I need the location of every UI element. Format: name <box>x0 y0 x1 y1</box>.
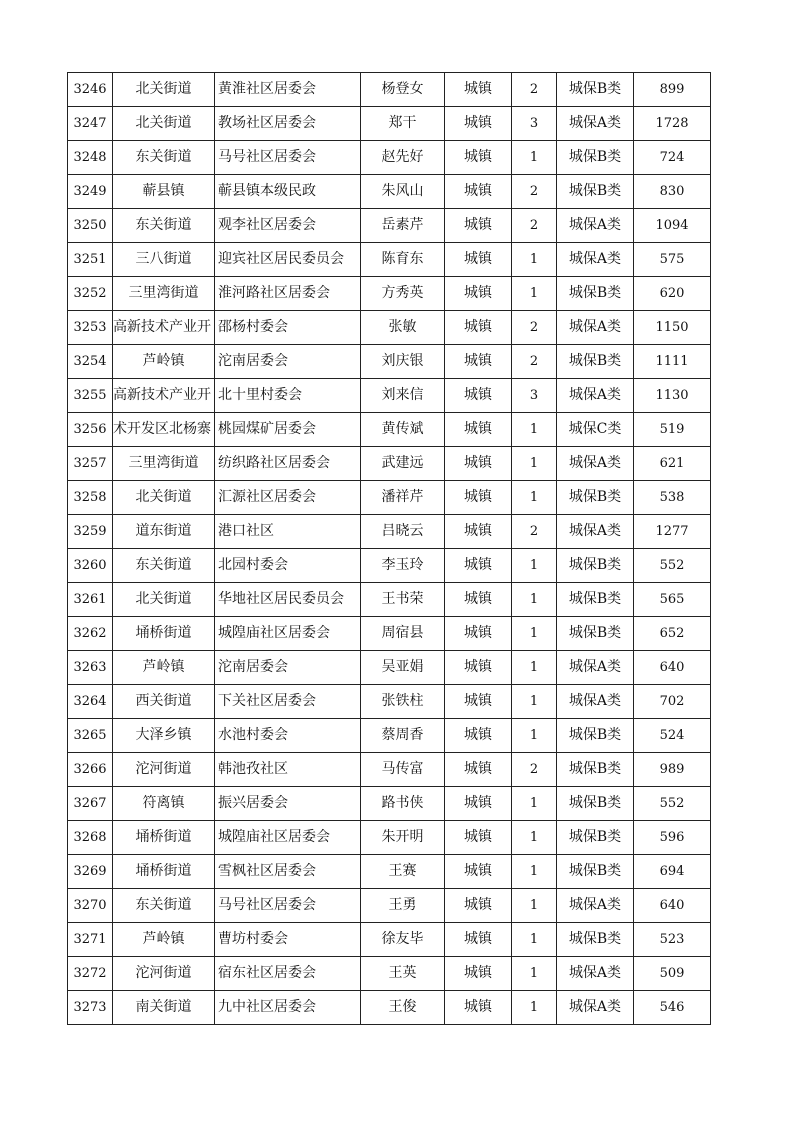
community-cell: 黄淮社区居委会 <box>215 73 361 107</box>
amount-cell: 640 <box>634 889 711 923</box>
district-cell: 埇桥街道 <box>113 617 215 651</box>
category-cell: 城保B类 <box>557 277 634 311</box>
area-type-cell: 城镇 <box>445 787 512 821</box>
name-cell: 朱开明 <box>361 821 445 855</box>
amount-cell: 899 <box>634 73 711 107</box>
household-size-cell: 1 <box>512 617 557 651</box>
household-size-cell: 1 <box>512 855 557 889</box>
name-cell: 王勇 <box>361 889 445 923</box>
category-cell: 城保A类 <box>557 515 634 549</box>
area-type-cell: 城镇 <box>445 753 512 787</box>
district-cell: 道东街道 <box>113 515 215 549</box>
amount-cell: 523 <box>634 923 711 957</box>
table-row <box>68 277 711 311</box>
household-size-cell: 1 <box>512 651 557 685</box>
household-size-cell: 1 <box>512 243 557 277</box>
district-cell: 大泽乡镇 <box>113 719 215 753</box>
area-type-cell: 城镇 <box>445 447 512 481</box>
district-cell: 三八街道 <box>113 243 215 277</box>
table-row <box>68 855 711 889</box>
name-cell: 黄传斌 <box>361 413 445 447</box>
name-cell: 李玉玲 <box>361 549 445 583</box>
table-row <box>68 345 711 379</box>
table-row <box>68 821 711 855</box>
table-row <box>68 481 711 515</box>
name-cell: 王英 <box>361 957 445 991</box>
area-type-cell: 城镇 <box>445 175 512 209</box>
household-size-cell: 1 <box>512 957 557 991</box>
area-type-cell: 城镇 <box>445 481 512 515</box>
table-row <box>68 787 711 821</box>
amount-cell: 621 <box>634 447 711 481</box>
serial-number-cell: 3259 <box>68 515 113 549</box>
amount-cell: 509 <box>634 957 711 991</box>
table-row <box>68 515 711 549</box>
district-cell: 符离镇 <box>113 787 215 821</box>
amount-cell: 1094 <box>634 209 711 243</box>
district-cell: 北关街道 <box>113 73 215 107</box>
area-type-cell: 城镇 <box>445 583 512 617</box>
table-row <box>68 685 711 719</box>
area-type-cell: 城镇 <box>445 719 512 753</box>
serial-number-cell: 3251 <box>68 243 113 277</box>
name-cell: 杨登女 <box>361 73 445 107</box>
table-row <box>68 73 711 107</box>
household-size-cell: 1 <box>512 481 557 515</box>
serial-number-cell: 3261 <box>68 583 113 617</box>
category-cell: 城保B类 <box>557 753 634 787</box>
district-cell: 芦岭镇 <box>113 651 215 685</box>
table-row <box>68 447 711 481</box>
community-cell: 观李社区居委会 <box>215 209 361 243</box>
serial-number-cell: 3247 <box>68 107 113 141</box>
serial-number-cell: 3269 <box>68 855 113 889</box>
community-cell: 水池村委会 <box>215 719 361 753</box>
amount-cell: 702 <box>634 685 711 719</box>
household-size-cell: 1 <box>512 923 557 957</box>
amount-cell: 552 <box>634 549 711 583</box>
district-cell: 北关街道 <box>113 481 215 515</box>
serial-number-cell: 3255 <box>68 379 113 413</box>
district-cell: 东关街道 <box>113 889 215 923</box>
category-cell: 城保B类 <box>557 719 634 753</box>
serial-number-cell: 3266 <box>68 753 113 787</box>
serial-number-cell: 3257 <box>68 447 113 481</box>
category-cell: 城保B类 <box>557 345 634 379</box>
category-cell: 城保A类 <box>557 379 634 413</box>
amount-cell: 596 <box>634 821 711 855</box>
category-cell: 城保A类 <box>557 107 634 141</box>
table-row <box>68 379 711 413</box>
table-row <box>68 957 711 991</box>
area-type-cell: 城镇 <box>445 515 512 549</box>
amount-cell: 1111 <box>634 345 711 379</box>
community-cell: 纺织路社区居委会 <box>215 447 361 481</box>
area-type-cell: 城镇 <box>445 345 512 379</box>
serial-number-cell: 3268 <box>68 821 113 855</box>
area-type-cell: 城镇 <box>445 141 512 175</box>
name-cell: 吕晓云 <box>361 515 445 549</box>
serial-number-cell: 3246 <box>68 73 113 107</box>
community-cell: 马号社区居委会 <box>215 141 361 175</box>
category-cell: 城保B类 <box>557 617 634 651</box>
amount-cell: 524 <box>634 719 711 753</box>
table-row <box>68 617 711 651</box>
name-cell: 潘祥芹 <box>361 481 445 515</box>
category-cell: 城保A类 <box>557 957 634 991</box>
category-cell: 城保B类 <box>557 175 634 209</box>
area-type-cell: 城镇 <box>445 107 512 141</box>
community-cell: 华地社区居民委员会 <box>215 583 361 617</box>
table-row <box>68 243 711 277</box>
area-type-cell: 城镇 <box>445 277 512 311</box>
household-size-cell: 2 <box>512 311 557 345</box>
amount-cell: 575 <box>634 243 711 277</box>
category-cell: 城保B类 <box>557 855 634 889</box>
district-cell: 东关街道 <box>113 141 215 175</box>
household-size-cell: 2 <box>512 345 557 379</box>
category-cell: 城保B类 <box>557 73 634 107</box>
name-cell: 岳素芹 <box>361 209 445 243</box>
category-cell: 城保C类 <box>557 413 634 447</box>
name-cell: 张铁柱 <box>361 685 445 719</box>
serial-number-cell: 3265 <box>68 719 113 753</box>
serial-number-cell: 3258 <box>68 481 113 515</box>
amount-cell: 640 <box>634 651 711 685</box>
amount-cell: 519 <box>634 413 711 447</box>
district-cell: 沱河街道 <box>113 753 215 787</box>
community-cell: 雪枫社区居委会 <box>215 855 361 889</box>
serial-number-cell: 3248 <box>68 141 113 175</box>
amount-cell: 1150 <box>634 311 711 345</box>
name-cell: 刘来信 <box>361 379 445 413</box>
area-type-cell: 城镇 <box>445 617 512 651</box>
area-type-cell: 城镇 <box>445 957 512 991</box>
district-cell: 芦岭镇 <box>113 345 215 379</box>
amount-cell: 1728 <box>634 107 711 141</box>
household-size-cell: 1 <box>512 413 557 447</box>
area-type-cell: 城镇 <box>445 685 512 719</box>
table-row <box>68 991 711 1025</box>
community-cell: 曹坊村委会 <box>215 923 361 957</box>
community-cell: 沱南居委会 <box>215 345 361 379</box>
household-size-cell: 1 <box>512 141 557 175</box>
community-cell: 振兴居委会 <box>215 787 361 821</box>
serial-number-cell: 3253 <box>68 311 113 345</box>
household-size-cell: 1 <box>512 277 557 311</box>
district-cell: 蕲县镇 <box>113 175 215 209</box>
category-cell: 城保B类 <box>557 481 634 515</box>
household-size-cell: 1 <box>512 583 557 617</box>
household-size-cell: 1 <box>512 787 557 821</box>
serial-number-cell: 3250 <box>68 209 113 243</box>
category-cell: 城保B类 <box>557 821 634 855</box>
household-size-cell: 1 <box>512 447 557 481</box>
district-cell: 埇桥街道 <box>113 821 215 855</box>
household-size-cell: 2 <box>512 209 557 243</box>
district-cell: 高新技术产业开 <box>113 379 215 413</box>
area-type-cell: 城镇 <box>445 413 512 447</box>
name-cell: 张敏 <box>361 311 445 345</box>
category-cell: 城保A类 <box>557 447 634 481</box>
serial-number-cell: 3271 <box>68 923 113 957</box>
table-row <box>68 753 711 787</box>
serial-number-cell: 3273 <box>68 991 113 1025</box>
community-cell: 教场社区居委会 <box>215 107 361 141</box>
district-cell: 北关街道 <box>113 583 215 617</box>
name-cell: 朱风山 <box>361 175 445 209</box>
serial-number-cell: 3260 <box>68 549 113 583</box>
name-cell: 周宿县 <box>361 617 445 651</box>
district-cell: 埇桥街道 <box>113 855 215 889</box>
name-cell: 陈育东 <box>361 243 445 277</box>
name-cell: 王赛 <box>361 855 445 889</box>
category-cell: 城保A类 <box>557 243 634 277</box>
household-size-cell: 2 <box>512 515 557 549</box>
community-cell: 韩池孜社区 <box>215 753 361 787</box>
table-row <box>68 175 711 209</box>
area-type-cell: 城镇 <box>445 991 512 1025</box>
area-type-cell: 城镇 <box>445 923 512 957</box>
table-row <box>68 107 711 141</box>
serial-number-cell: 3264 <box>68 685 113 719</box>
household-size-cell: 1 <box>512 719 557 753</box>
community-cell: 马号社区居委会 <box>215 889 361 923</box>
area-type-cell: 城镇 <box>445 379 512 413</box>
area-type-cell: 城镇 <box>445 549 512 583</box>
table-row <box>68 889 711 923</box>
amount-cell: 620 <box>634 277 711 311</box>
district-cell: 高新技术产业开 <box>113 311 215 345</box>
district-cell: 术开发区北杨寨 <box>113 413 215 447</box>
name-cell: 王俊 <box>361 991 445 1025</box>
table-row <box>68 413 711 447</box>
name-cell: 刘庆银 <box>361 345 445 379</box>
amount-cell: 724 <box>634 141 711 175</box>
area-type-cell: 城镇 <box>445 821 512 855</box>
amount-cell: 565 <box>634 583 711 617</box>
area-type-cell: 城镇 <box>445 651 512 685</box>
name-cell: 郑干 <box>361 107 445 141</box>
name-cell: 蔡周香 <box>361 719 445 753</box>
serial-number-cell: 3254 <box>68 345 113 379</box>
name-cell: 武建远 <box>361 447 445 481</box>
table-row <box>68 923 711 957</box>
table-row <box>68 719 711 753</box>
serial-number-cell: 3249 <box>68 175 113 209</box>
name-cell: 方秀英 <box>361 277 445 311</box>
area-type-cell: 城镇 <box>445 209 512 243</box>
category-cell: 城保B类 <box>557 549 634 583</box>
community-cell: 蕲县镇本级民政 <box>215 175 361 209</box>
serial-number-cell: 3272 <box>68 957 113 991</box>
community-cell: 宿东社区居委会 <box>215 957 361 991</box>
district-cell: 西关街道 <box>113 685 215 719</box>
name-cell: 王书荣 <box>361 583 445 617</box>
household-size-cell: 2 <box>512 753 557 787</box>
area-type-cell: 城镇 <box>445 855 512 889</box>
household-size-cell: 1 <box>512 549 557 583</box>
community-cell: 迎宾社区居民委员会 <box>215 243 361 277</box>
household-size-cell: 2 <box>512 175 557 209</box>
category-cell: 城保A类 <box>557 889 634 923</box>
community-cell: 九中社区居委会 <box>215 991 361 1025</box>
community-cell: 沱南居委会 <box>215 651 361 685</box>
category-cell: 城保B类 <box>557 583 634 617</box>
amount-cell: 830 <box>634 175 711 209</box>
district-cell: 芦岭镇 <box>113 923 215 957</box>
community-cell: 邵杨村委会 <box>215 311 361 345</box>
community-cell: 城隍庙社区居委会 <box>215 617 361 651</box>
amount-cell: 538 <box>634 481 711 515</box>
household-size-cell: 1 <box>512 889 557 923</box>
category-cell: 城保A类 <box>557 651 634 685</box>
area-type-cell: 城镇 <box>445 243 512 277</box>
category-cell: 城保A类 <box>557 209 634 243</box>
table-row <box>68 549 711 583</box>
community-cell: 下关社区居委会 <box>215 685 361 719</box>
community-cell: 汇源社区居委会 <box>215 481 361 515</box>
table-row <box>68 311 711 345</box>
district-cell: 南关街道 <box>113 991 215 1025</box>
household-size-cell: 3 <box>512 379 557 413</box>
serial-number-cell: 3263 <box>68 651 113 685</box>
household-size-cell: 2 <box>512 73 557 107</box>
amount-cell: 652 <box>634 617 711 651</box>
serial-number-cell: 3262 <box>68 617 113 651</box>
table-row <box>68 209 711 243</box>
table-row <box>68 583 711 617</box>
district-cell: 三里湾街道 <box>113 277 215 311</box>
name-cell: 吴亚娟 <box>361 651 445 685</box>
district-cell: 三里湾街道 <box>113 447 215 481</box>
name-cell: 马传富 <box>361 753 445 787</box>
community-cell: 淮河路社区居委会 <box>215 277 361 311</box>
category-cell: 城保A类 <box>557 991 634 1025</box>
household-size-cell: 3 <box>512 107 557 141</box>
household-size-cell: 1 <box>512 991 557 1025</box>
table-body <box>68 73 711 1025</box>
district-cell: 东关街道 <box>113 549 215 583</box>
community-cell: 城隍庙社区居委会 <box>215 821 361 855</box>
category-cell: 城保A类 <box>557 311 634 345</box>
serial-number-cell: 3270 <box>68 889 113 923</box>
household-size-cell: 1 <box>512 821 557 855</box>
area-type-cell: 城镇 <box>445 311 512 345</box>
category-cell: 城保A类 <box>557 685 634 719</box>
community-cell: 港口社区 <box>215 515 361 549</box>
name-cell: 徐友毕 <box>361 923 445 957</box>
district-cell: 北关街道 <box>113 107 215 141</box>
table-row <box>68 651 711 685</box>
amount-cell: 694 <box>634 855 711 889</box>
category-cell: 城保B类 <box>557 923 634 957</box>
community-cell: 北园村委会 <box>215 549 361 583</box>
amount-cell: 1277 <box>634 515 711 549</box>
serial-number-cell: 3256 <box>68 413 113 447</box>
community-cell: 桃园煤矿居委会 <box>215 413 361 447</box>
serial-number-cell: 3252 <box>68 277 113 311</box>
table-row <box>68 141 711 175</box>
name-cell: 路书侠 <box>361 787 445 821</box>
amount-cell: 552 <box>634 787 711 821</box>
area-type-cell: 城镇 <box>445 73 512 107</box>
category-cell: 城保B类 <box>557 141 634 175</box>
name-cell: 赵先好 <box>361 141 445 175</box>
household-size-cell: 1 <box>512 685 557 719</box>
area-type-cell: 城镇 <box>445 889 512 923</box>
amount-cell: 989 <box>634 753 711 787</box>
amount-cell: 546 <box>634 991 711 1025</box>
amount-cell: 1130 <box>634 379 711 413</box>
district-cell: 东关街道 <box>113 209 215 243</box>
roster-table <box>67 72 711 1025</box>
serial-number-cell: 3267 <box>68 787 113 821</box>
community-cell: 北十里村委会 <box>215 379 361 413</box>
district-cell: 沱河街道 <box>113 957 215 991</box>
category-cell: 城保B类 <box>557 787 634 821</box>
